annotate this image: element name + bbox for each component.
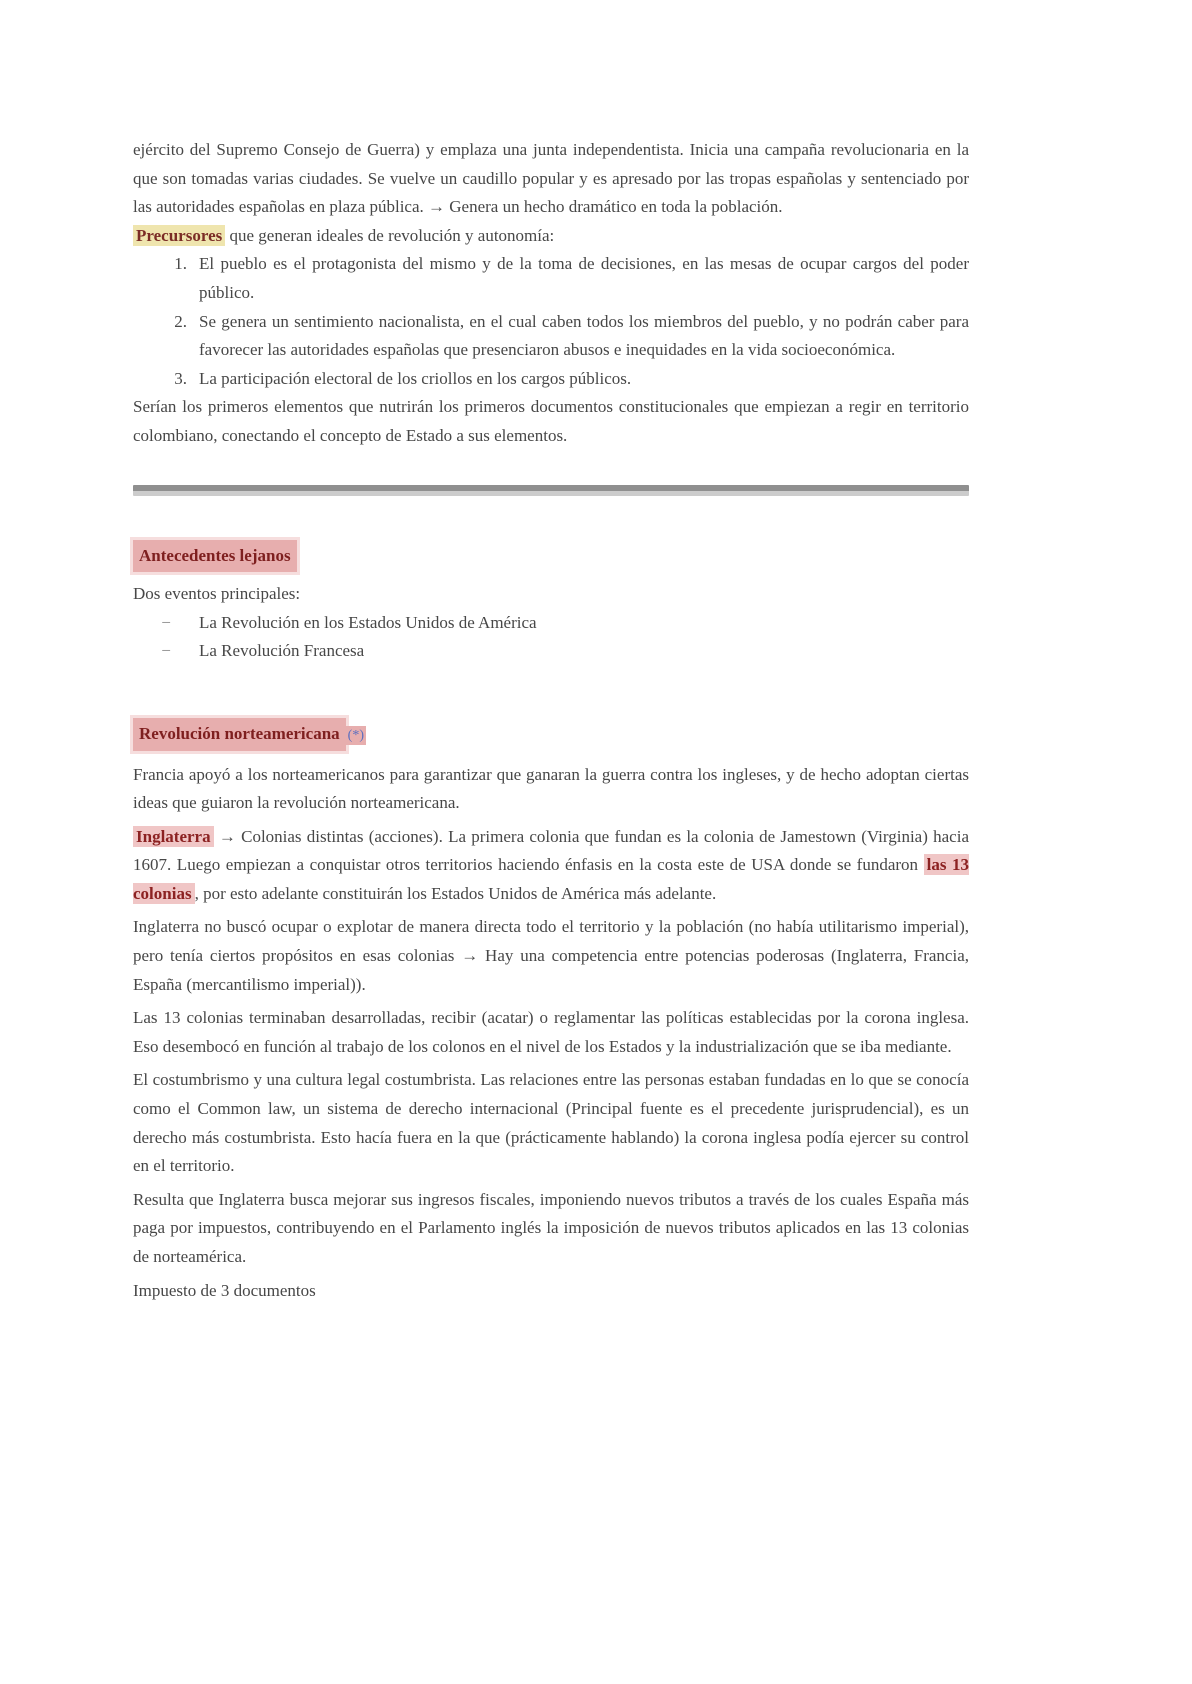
list-item-text: La participación electoral de los criollos en los cargos públicos. bbox=[199, 368, 632, 388]
list-item bbox=[133, 308, 969, 365]
paragraph-utilitarismo: Inglaterra no buscó ocupar o explotar de manera directa todo el territorio y la población (no había utilitarismo imperial), pero tenía ciertos propósitos en esas colonias → Hay una competencia entre potencias poderosas (Inglaterra, Francia, España (mercantilismo imperial)). bbox=[133, 917, 969, 994]
heading-antecedentes: Antecedentes lejanos bbox=[133, 540, 297, 573]
list-item bbox=[133, 250, 969, 307]
list-item-number: 3. bbox=[174, 368, 187, 388]
list-item-number: 1. bbox=[174, 254, 187, 274]
section-divider bbox=[133, 485, 969, 496]
list-item-text: El pueblo es el protagonista del mismo y de la toma de decisiones, en las mesas de ocupar cargos del poder público. bbox=[199, 254, 969, 302]
paragraph-inglaterra bbox=[133, 823, 969, 909]
dash-glyph: − bbox=[161, 612, 171, 632]
list-item-number: 2. bbox=[174, 311, 187, 331]
dash-list bbox=[133, 609, 969, 666]
trece-colonias-highlight: las 13 colonias bbox=[133, 855, 970, 903]
antecedentes-intro: Dos eventos principales: bbox=[133, 584, 301, 604]
precursores-rest: que generan ideales de revolución y autonomía: bbox=[225, 225, 555, 245]
paragraph-francia: Francia apoyó a los norteamericanos para garantizar que ganaran la guerra contra los ingleses, y de hecho adoptan ciertas ideas que guiaron la revolución norteamericana. bbox=[133, 764, 969, 813]
heading-antecedentes-row bbox=[133, 540, 969, 573]
paragraph-commonlaw: El costumbrismo y una cultura legal costumbrista. Las relaciones entre las personas estaban fundadas en lo que se conocía como el Common law, un sistema de derecho internacional (Principal fuente es el precedente jurisprudencial), es un derecho más costumbrista. Esto hacía fuera en la que (prácticamente hablando) la corona inglesa podía ejercer su control en el territorio. bbox=[133, 1070, 969, 1176]
numbered-list bbox=[133, 250, 969, 393]
list-item bbox=[133, 365, 969, 394]
list-item-text: Se genera un sentimiento nacionalista, en el cual caben todos los miembros del pueblo, y no podrán caber para favorecer las autoridades españolas que presenciaron abusos e inequidades en la vida socioeconómica. bbox=[199, 311, 969, 360]
heading-norteamericana: Revolución norteamericana bbox=[133, 718, 346, 751]
dash-list-item bbox=[133, 609, 969, 638]
inglaterra-text-b: , por esto adelante constituirán los Estados Unidos de América más adelante. bbox=[194, 883, 717, 903]
precursores-line bbox=[133, 222, 969, 251]
dash-glyph: − bbox=[161, 641, 171, 661]
heading-norteamericana-row bbox=[133, 718, 969, 751]
document-content bbox=[133, 136, 969, 1305]
paragraph-impuestos: Resulta que Inglaterra busca mejorar sus ingresos fiscales, imponiendo nuevos tributos a través de los cuales España más paga por impuestos, contribuyendo en el Parlamento inglés la imposición de nuevos tributos aplicados en las 13 colonias de norteamérica. bbox=[133, 1189, 969, 1266]
dash-list-item bbox=[133, 637, 969, 666]
paragraph-elementos: Serían los primeros elementos que nutrirán los primeros documentos constitucionales que empiezan a regir en territorio colombiano, conectando el concepto de Estado a sus elementos. bbox=[133, 397, 969, 445]
inglaterra-text-a: → Colonias distintas (acciones). La primera colonia que fundan es la colonia de Jamestown (Virginia) hacia 1607. Luego empiezan a conquistar otros territorios haciendo énfasis en la costa este de USA donde se fundaron bbox=[133, 826, 969, 875]
heading-note: (*) bbox=[347, 727, 364, 743]
precursores-highlight: Precursores bbox=[133, 225, 225, 246]
last-line: Impuesto de 3 documentos bbox=[133, 1280, 316, 1300]
paragraph-intro: ejército del Supremo Consejo de Guerra) y emplaza una junta independentista. Inicia una campaña revolucionaria en la que son tomadas varias ciudades. Se vuelve un caudillo popular y es apresado por las tropas españolas y sentenciado por las autoridades españolas en plaza pública. → Genera un hecho dramático en toda la población. bbox=[133, 140, 969, 217]
dash-item-text: La Revolución en los Estados Unidos de América bbox=[199, 612, 537, 632]
inglaterra-highlight: Inglaterra bbox=[133, 826, 214, 847]
dash-item-text: La Revolución Francesa bbox=[199, 641, 365, 661]
paragraph-politicas: Las 13 colonias terminaban desarrolladas, recibir (acatar) o reglamentar las políticas establecidas por la corona inglesa. Eso desembocó en función al trabajo de los colonos en el nivel de los Estados y la industrialización que se iba mediante. bbox=[133, 1008, 969, 1056]
